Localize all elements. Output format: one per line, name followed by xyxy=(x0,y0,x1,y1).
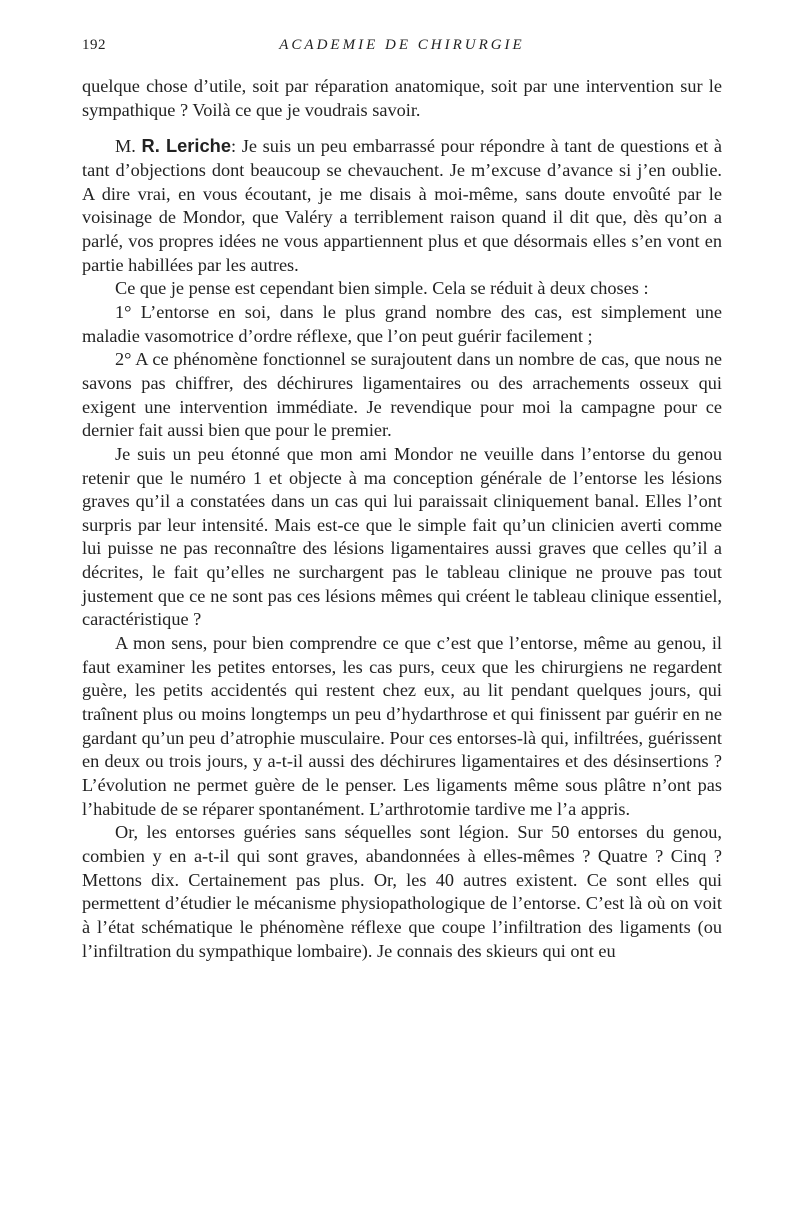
journal-title: ACADEMIE DE CHIRURGIE xyxy=(279,37,525,53)
page-number: 192 xyxy=(82,37,106,53)
paragraph-text: A mon sens, pour bien comprendre ce que c’est que l’entorse, même au genou, il faut examiner les petites entorses, les cas purs, ceux que les chirurgiens ne regardent guère, les petits accidentés qui restent chez eux, au lit pendant quelques jours, qui traînent plus ou moins longtemps un peu d’hydarthrose et qui finissent par guérir en ne gardant qu’un peu d’atrophie musculaire. Pour ces entorses-là qui, infiltrées, guérissent en deux ou trois jours, y a-t-il aussi des déchirures ligamentaires et des désinsertions ? L’évolution ne permet guère de le penser. Les ligaments même sous plâtre n’ont pas l’habitude de se réparer spontanément. L’arthrotomie tardive me l’a appris. xyxy=(82,633,722,819)
paragraph-point-1 xyxy=(82,301,722,348)
paragraph-point-2 xyxy=(82,348,722,443)
paragraph-text: : Je suis un peu embarrassé pour répondre à tant de questions et à tant d’objections dont beaucoup se chevauchent. Je m’excuse d’avance si j’en oublie. A dire vrai, en vous écoutant, je me disais à moi-même, sans doute envoûté par le voisinage de Mondor, que Valéry a terriblement raison quand il dit que, dès qu’on a parlé, vos propres idées ne vous appartiennent plus et que désormais elles s’en vont en partie habillées par les autres. xyxy=(82,136,722,275)
paragraph xyxy=(82,443,722,632)
speaker-name: R. Leriche xyxy=(141,135,231,157)
speaker-prefix: M. xyxy=(115,136,142,157)
paragraph-text: Ce que je pense est cependant bien simple. Cela se réduit à deux choses : xyxy=(115,278,649,299)
paragraph-text: quelque chose d’utile, soit par réparation anatomique, soit par une intervention sur le sympathique ? Voilà ce que je voudrais savoir. xyxy=(82,76,722,120)
paragraph-continuation xyxy=(82,75,722,122)
paragraph xyxy=(82,821,722,963)
body-text xyxy=(82,75,722,963)
paragraph-text: 1° L’entorse en soi, dans le plus grand nombre des cas, est simplement une maladie vasomotrice d’ordre réflexe, que l’on peut guérir facilement ; xyxy=(82,301,722,346)
paragraph xyxy=(82,632,722,821)
paragraph-text: Je suis un peu étonné que mon ami Mondor ne veuille dans l’entorse du genou retenir que le numéro 1 et objecte à ma conception générale de l’entorse les lésions graves qu’il a constatées dans un cas qui lui paraissait cliniquement banal. Elles l’ont surpris par leur intensité. Mais est-ce que le simple fait qu’un clinicien averti comme lui puisse ne pas reconnaître des lésions ligamentaires aussi graves que celles qu’il a décrites, le fait qu’elles ne surchargent pas le tableau clinique ne prouve pas tout justement que ce ne sont pas ces lésions mêmes qui créent le tableau clinique essentiel, caractéristique ? xyxy=(82,443,722,630)
paragraph-text: Or, les entorses guéries sans séquelles sont légion. Sur 50 entorses du genou, combien y en a-t-il qui sont graves, abandonnées à elles-mêmes ? Quatre ? Cinq ? Mettons dix. Certainement pas plus. Or, les 40 autres existent. Ce sont elles qui permettent d’étudier le mécanisme physiopathologique de l’entorse. C’est là où on voit à l’état schématique le phénomène réflexe que coupe l’infiltration des ligaments (ou l’infiltration du sympathique lombaire). Je connais des skieurs qui ont eu xyxy=(82,822,722,961)
paragraph-text: 2° A ce phénomène fonctionnel se surajoutent dans un nombre de cas, que nous ne savons pas chiffrer, des déchirures ligamentaires ou des arrachements osseux qui exigent une intervention immédiate. Je revendique pour moi la campagne pour ce dernier fait aussi bien que pour le premier. xyxy=(82,349,722,441)
paragraph-leriche-reply xyxy=(82,134,722,277)
paragraph xyxy=(82,277,722,301)
running-head xyxy=(82,37,722,57)
